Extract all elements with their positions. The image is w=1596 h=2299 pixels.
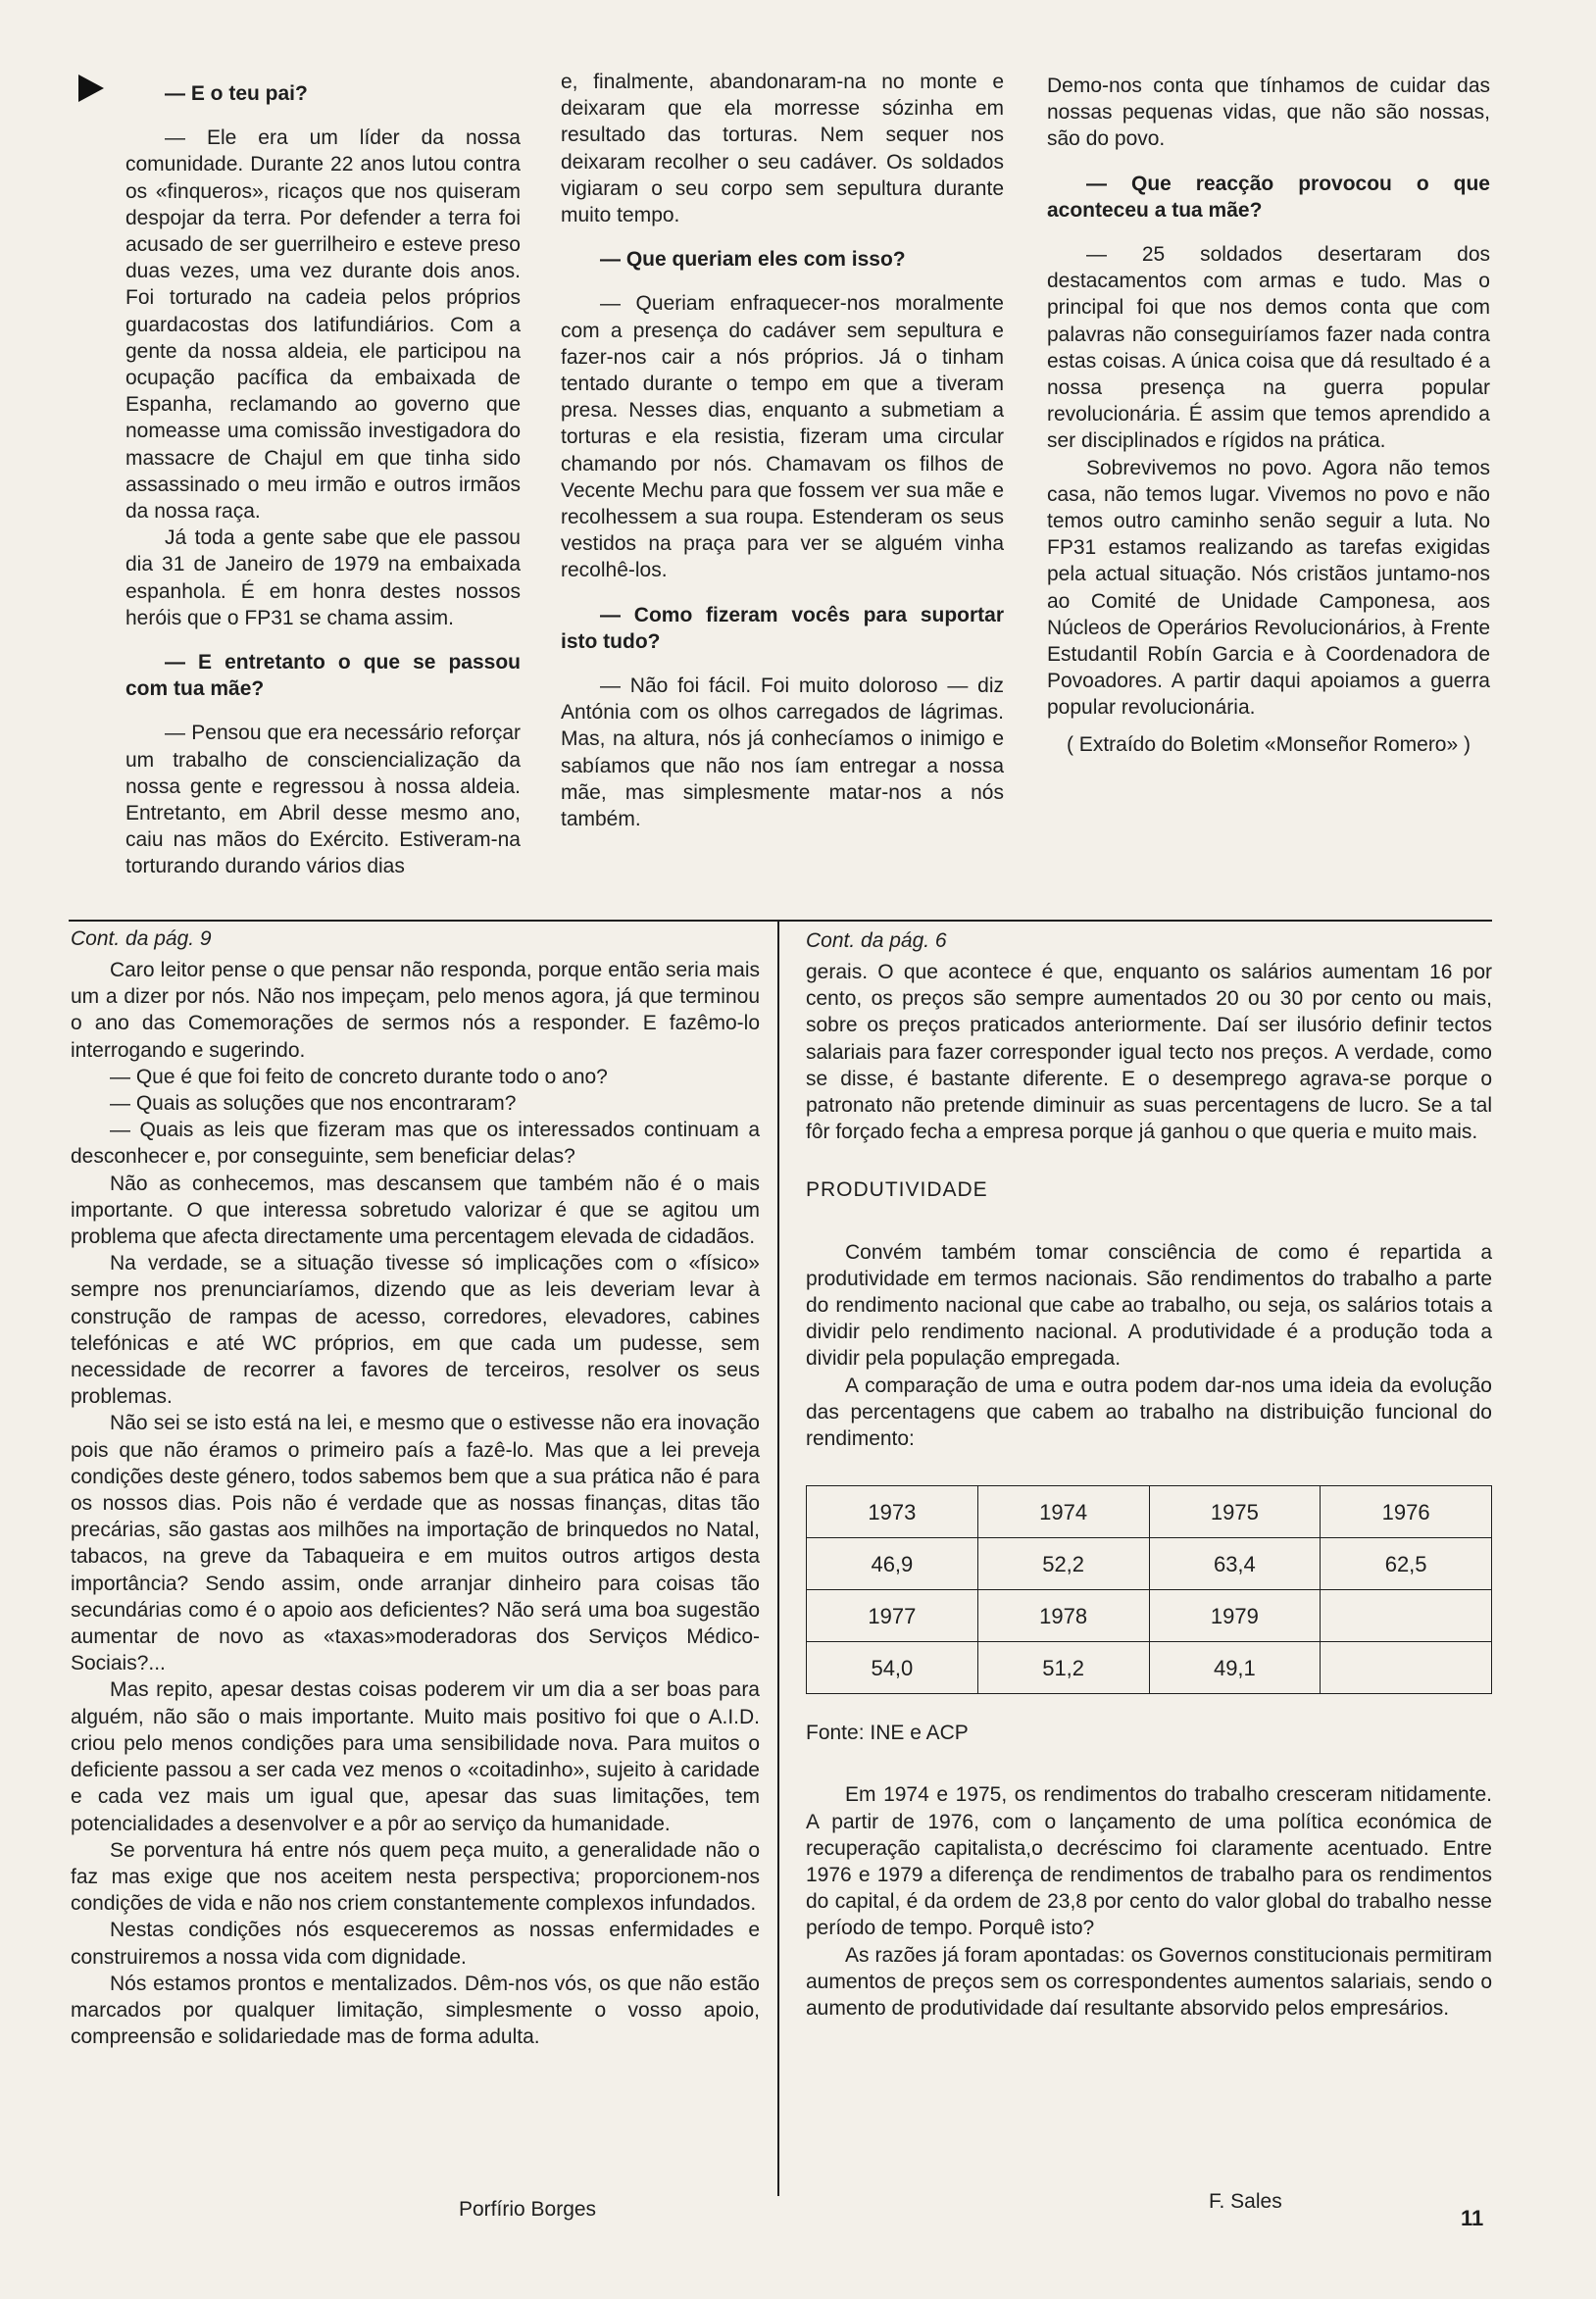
paragraph: Caro leitor pense o que pensar não responda, porque então seria mais um a dizer por nós. Não nos impeçam, pelo menos agora, já que terminou o ano das Comemorações de sermos nós a responder. E fazêmo-lo interrogando e sugerindo. — [71, 959, 760, 1062]
paragraph: — Quais as soluções que nos encontraram? — [110, 1092, 517, 1116]
source-credit: ( Extraído do Boletim «Monseñor Romero» ) — [1066, 732, 1471, 756]
interview-question: — Que queriam eles com isso? — [600, 248, 906, 272]
table-row — [807, 1590, 1492, 1642]
paragraph: Nós estamos prontos e mentalizados. Dêm-nos vós, os que não estão marcados por qualquer limitação, simplesmente o vosso apoio, compreensão e solidariedade mas de forma adulta. — [71, 1972, 760, 2049]
right-article-intro: gerais. O que acontece é que, enquanto os salários aumentam 16 por cento, os preços são sempre aumentados 20 ou 30 por cento ou mais, sobre os preços praticados anteriormente. Daí ser ilusório definir tectos salariais para fazer corresponder igual tecto nos preços. A verdade, como se disse, é bastante diferente. E o desemprego agrava-se porque o patronato não pretende diminuir as suas percentagens de lucro. Se a tal fôr forçado fecha a empresa porque já ganhou o que queria e muito mais. — [806, 961, 1492, 1144]
paragraph: Na verdade, se a situação tivesse só implicações com o «físico» sempre nos prenunciaríamos, dizendo que as leis deveriam levar à construção de rampas de acesso, corredores, elevadores, cabines telefónicas e até WC próprios, em que cada um pudesse, sem necessidade de recorrer a favores de terceiros, resolver os seus problemas. — [71, 1252, 760, 1409]
paragraph: — 25 soldados desertaram dos destacamentos com armas e tudo. Mas o principal foi que nos demos conta que com palavras não conseguiríamos fazer nada contra estas coisas. A única coisa que dá resultado é a nossa presença na guerra popular revolucionária. É assim que temos aprendido a ser disciplinados e rígidos na prática. — [1047, 243, 1490, 453]
table-row — [807, 1486, 1492, 1538]
paragraph: As razões já foram apontadas: os Governos constitucionais permitiram aumentos de preços sem os correspondentes aumentos salariais, sendo o aumento de produtividade daí resultante absorvido pelos empresários. — [806, 1943, 1492, 2021]
right-article-body — [806, 959, 1492, 2022]
left-article-body — [71, 957, 760, 2050]
paragraph: — Ele era um líder da nossa comunidade. Durante 22 anos lutou contra os «finqueros», ricaços que nos quiseram despojar da terra. Por defender a terra foi acusado de ser guerrilheiro e esteve preso duas vezes, uma vez durante dois anos. Foi torturado na cadeia pelos próprios guardacostas dos latifundiários. Com a gente da nossa aldeia, ele participou na ocupação pacífica da embaixada de Espanha, reclamando ao governo que nomeasse uma comissão investigadora do massacre de Chajul em que tinha sido assassinado o meu irmão e outros irmãos da nossa raça. — [125, 126, 521, 524]
right-article-paragraphs-1 — [806, 1239, 1492, 1453]
table-cell: 1974 — [977, 1486, 1149, 1538]
interview-column-1 — [125, 63, 521, 880]
interview-column-3 — [1047, 73, 1490, 758]
table-cell: 51,2 — [977, 1642, 1149, 1694]
left-continuation-label: Cont. da pág. 9 — [71, 927, 212, 950]
paragraph: Não sei se isto está na lei, e mesmo que o estivesse não era inovação pois que não éramos o primeiro país a fazê-lo. Mas que a lei preveja condições deste género, todos sabemos bem que a sua prática não é para os nossos dias. Pois não é verdade que as nossas finanças, ditas tão precárias, são gastas aos milhões na importação de brinquedos no Natal, tabacos, na greve da Tabaqueira e em muitos outros artigos desta importância? Sendo assim, onde arranjar dinheiro para coisas tão secundárias como é o apoio aos deficientes? Não será uma boa sugestão aumentar de novo as «taxas»moderadoras dos Serviços Médico-Sociais?... — [71, 1412, 760, 1675]
paragraph: Convém também tomar consciência de como é repartida a produtividade em termos nacionais. São rendimentos do trabalho a parte do rendimento nacional que cabe ao trabalho, ou seja, os salários totais a dividir pelo rendimento nacional. A produtividade é a produção toda a dividir pela população empregada. — [806, 1240, 1492, 1371]
vertical-divider — [777, 922, 779, 2196]
table-cell: 1977 — [807, 1590, 978, 1642]
arrow-marker-icon — [78, 75, 104, 102]
paragraph: — Não foi fácil. Foi muito doloroso — diz Antónia com os olhos carregados de lágrimas. Mas, na altura, nós já conhecíamos o inimigo e sabíamos que não nos íam entregar a nossa mãe, mas simplesmente matar-nos a nós também. — [561, 675, 1004, 831]
right-article-paragraphs-2 — [806, 1781, 1492, 2022]
horizontal-divider — [69, 920, 1492, 922]
table-cell: 1976 — [1321, 1486, 1492, 1538]
left-article-signature: Porfírio Borges — [459, 2198, 597, 2221]
table-cell — [1321, 1642, 1492, 1694]
table-cell: 1978 — [977, 1590, 1149, 1642]
table-cell: 52,2 — [977, 1538, 1149, 1590]
paragraph: — Queriam enfraquecer-nos moralmente com a presença do cadáver sem sepultura e fazer-nos cair a nós próprios. Já o tinham tentado durante o tempo em que a tiveram presa. Nesses dias, enquanto a submetiam a torturas e ela resistia, fizeram uma circular chamando por nós. Chamavam os filhos de Vecente Mechu para que fossem ver sua mãe e recolhessem a sua roupa. Estenderam os seus vestidos na praça para ver se alguém vinha recolhê-los. — [561, 292, 1004, 582]
paragraph: A comparação de uma e outra podem dar-nos uma ideia da evolução das percentagens que cabem ao trabalho na distribuição funcional do rendimento: — [806, 1374, 1492, 1451]
table-cell: 1973 — [807, 1486, 978, 1538]
table-cell: 63,4 — [1149, 1538, 1321, 1590]
paragraph: Em 1974 e 1975, os rendimentos do trabalho cresceram nitidamente. A partir de 1976, com o lançamento de uma política económica de recuperação capitalista,o decréscimo foi claramente acentuado. Entre 1976 e 1979 a diferença de rendimentos de trabalho para os rendimentos do capital, é da ordem de 23,8 por cento do valor global do trabalho nesse período de tempo. Porquê isto? — [806, 1783, 1492, 1940]
paragraph: Nestas condições nós esqueceremos as nossas enfermidades e construiremos a nossa vida com dignidade. — [71, 1919, 760, 1969]
paragraph: Sobrevivemos no povo. Agora não temos casa, não temos lugar. Vivemos no povo e não temos outro caminho senão seguir a luta. No FP31 estamos realizando as tarefas exigidas pela actual situação. Nós cristãos juntamo-nos ao Comité de Unidade Camponesa, aos Núcleos de Operários Revolucionários, à Frente Estudantil Robín Garcia e à Coordenadora de Povoadores. A partir daqui apoiamos a guerra popular revolucionária. — [1047, 456, 1490, 720]
table-source: Fonte: INE e ACP — [806, 1722, 969, 1745]
table-cell: 49,1 — [1149, 1642, 1321, 1694]
page-number: 11 — [1461, 2206, 1484, 2230]
paragraph: Não as conhecemos, mas descansem que também não é o mais importante. O que interessa sobretudo valorizar é que se agitou um problema que afecta directamente uma percentagem elevada de cidadãos. — [71, 1172, 760, 1249]
paragraph: Se porventura há entre nós quem peça muito, a generalidade não o faz mas exige que nos aceitem nesta perspectiva; proporcionem-nos condições de vida e não nos criem constantemente complexos infundados. — [71, 1838, 760, 1916]
income-share-table — [806, 1485, 1492, 1694]
section-heading: PRODUTIVIDADE — [806, 1178, 988, 1202]
interview-question: — E entretanto o que se passou com tua mãe? — [125, 651, 521, 701]
paragraph: — Que é que foi feito de concreto durante todo o ano? — [110, 1065, 608, 1088]
paragraph: e, finalmente, abandonaram-na no monte e deixaram que ela morresse sózinha em resultado das torturas. Nem sequer nos deixaram recolher o seu cadáver. Os soldados vigiaram o seu corpo sem sepultura durante muito tempo. — [561, 71, 1004, 227]
table-cell — [1321, 1590, 1492, 1642]
interview-question: — Como fizeram vocês para suportar isto tudo? — [561, 603, 1004, 653]
table-cell: 54,0 — [807, 1642, 978, 1694]
interview-column-2 — [561, 69, 1004, 832]
right-continuation-label: Cont. da pág. 6 — [806, 929, 947, 952]
paragraph: Demo-nos conta que tínhamos de cuidar das nossas pequenas vidas, que não são nossas, são do povo. — [1047, 75, 1490, 151]
table-row — [807, 1538, 1492, 1590]
table-cell: 46,9 — [807, 1538, 978, 1590]
paragraph: — Quais as leis que fizeram mas que os interessados continuam a desconhecer e, por conseguinte, sem beneficiar delas? — [71, 1119, 760, 1169]
table-cell: 62,5 — [1321, 1538, 1492, 1590]
interview-question: — Que reacção provocou o que aconteceu a tua mãe? — [1047, 172, 1490, 222]
paragraph: Mas repito, apesar destas coisas poderem vir um dia a ser boas para alguém, não são o mais importante. Muito mais positivo foi que o A.I.D. criou pelo menos condições para uma sensibilidade nova. Para muitos o deficiente passou a ser cada vez menos o «coitadinho», sujeito à caridade e cada vez mais um igual que, apesar das suas limitações, tem potencialidades a desenvolver e a pôr ao serviço da humanidade. — [71, 1678, 760, 1835]
table-row — [807, 1642, 1492, 1694]
table-cell: 1979 — [1149, 1590, 1321, 1642]
right-article-signature: F. Sales — [1209, 2190, 1282, 2213]
paragraph: Já toda a gente sabe que ele passou dia 31 de Janeiro de 1979 na embaixada espanhola. É em honra destes nossos heróis que o FP31 se chama assim. — [125, 526, 521, 629]
interview-question: — E o teu pai? — [165, 82, 308, 105]
table-cell: 1975 — [1149, 1486, 1321, 1538]
paragraph: — Pensou que era necessário reforçar um trabalho de consciencialização da nossa gente e regressou à nossa aldeia. Entretanto, em Abril desse mesmo ano, caiu nas mãos do Exército. Estiveram-na torturando durando vários dias — [125, 722, 521, 878]
